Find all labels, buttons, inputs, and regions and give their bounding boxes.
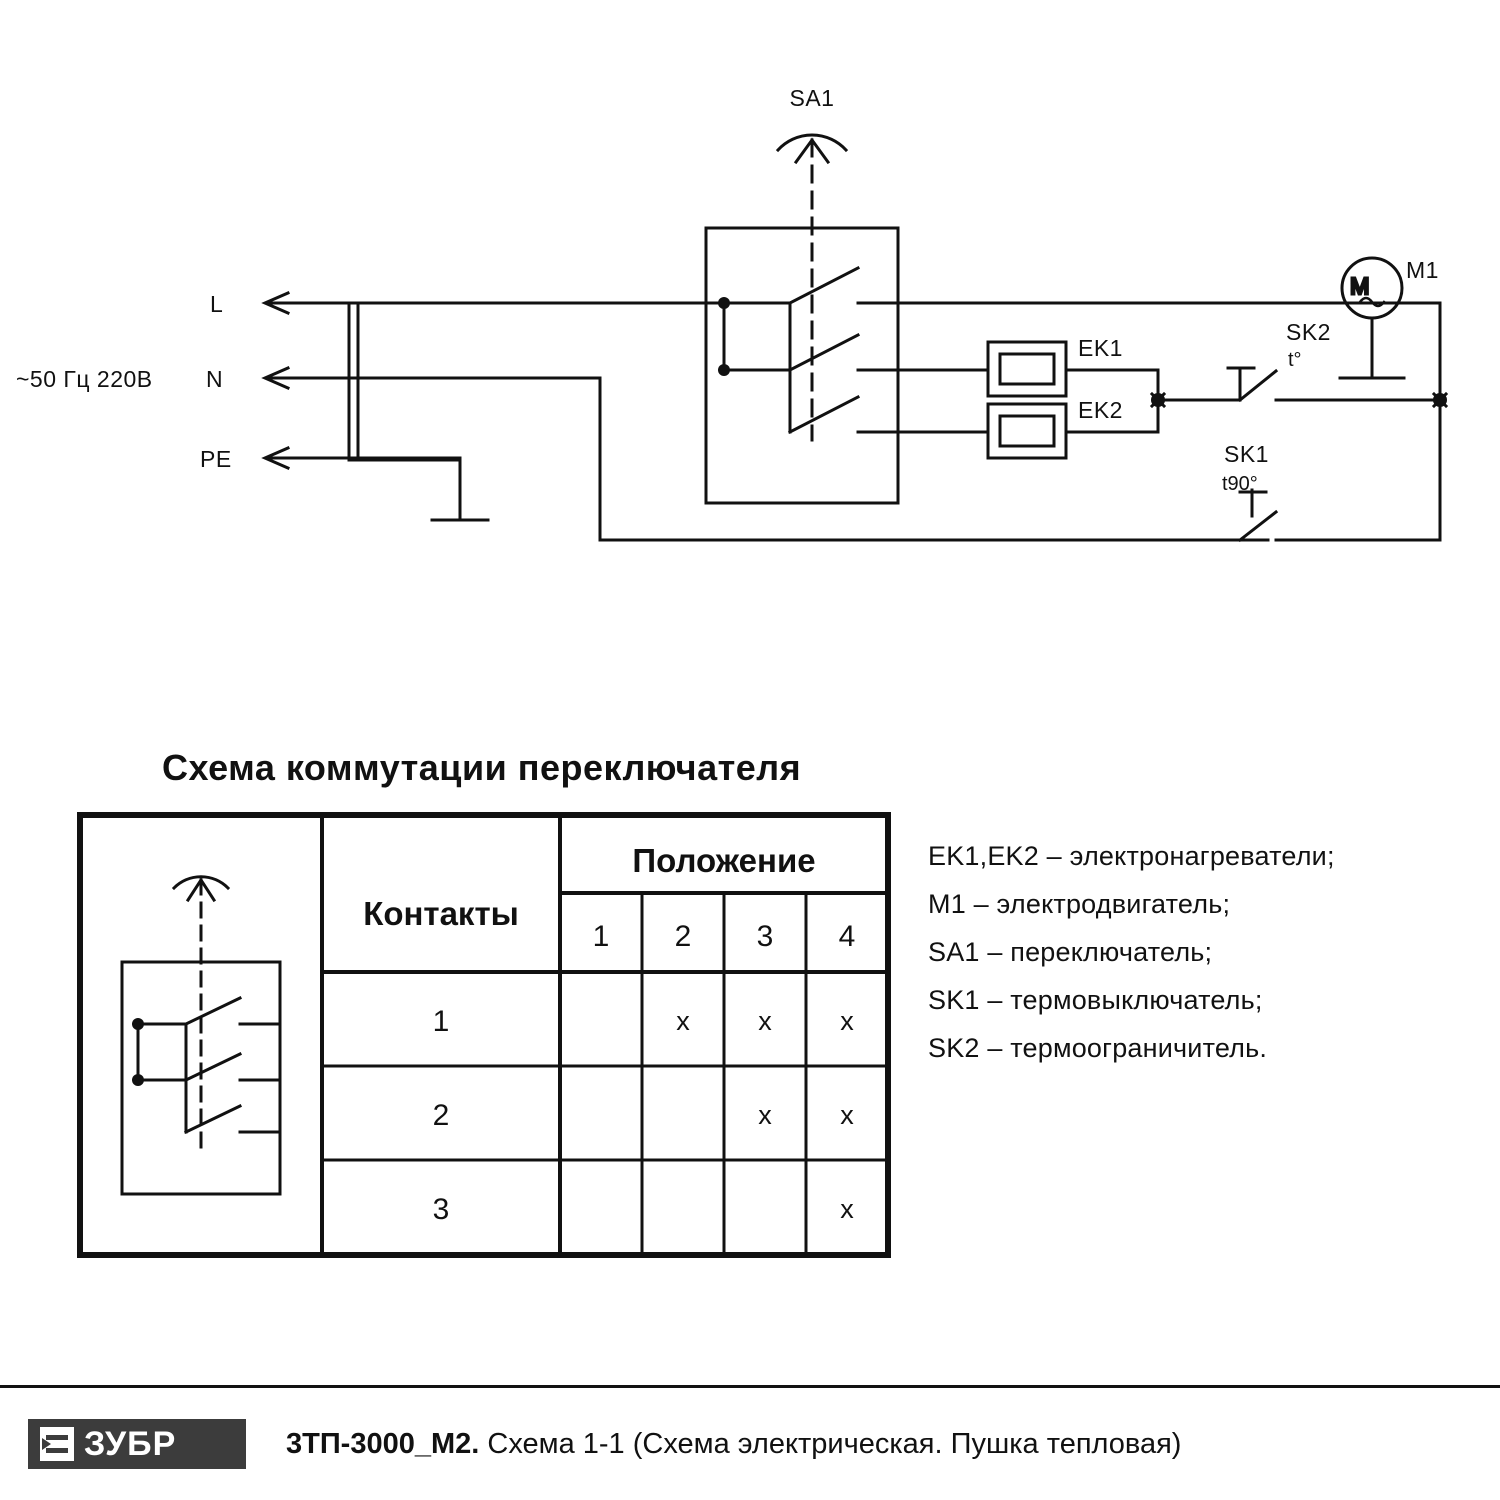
footer-model: 3ТП-3000_М2. [286,1427,480,1460]
label-sk2-temp: t° [1288,349,1302,371]
label-sa1: SA1 [789,85,835,111]
table-row-contact: 2 [432,1099,450,1132]
legend-item-ek: EK1,EK2 – электронагреватели; [928,841,1335,871]
label-supply: ~50 Гц 220В [16,366,153,392]
label-ek2: EK2 [1078,397,1123,423]
footer-description: Схема 1-1 (Схема электрическая. Пушка тепловая) [487,1427,1182,1460]
table-cell: x [676,1006,690,1036]
table-row-contact: 1 [432,1005,450,1038]
table-cell: x [840,1194,854,1224]
legend-item-sa1: SA1 – переключатель; [928,937,1213,967]
table-row-contact: 3 [432,1193,450,1226]
position-2: 2 [674,920,692,953]
table-cell: x [840,1006,854,1036]
table-cell: x [840,1100,854,1130]
brand-name: ЗУБР [84,1424,177,1463]
legend-item-sk2: SK2 – термоограничитель. [928,1033,1268,1063]
position-3: 3 [756,920,774,953]
position-1: 1 [592,920,610,953]
terminal-l: L [210,291,224,317]
footer-caption [286,1428,1181,1461]
label-sk1: SK1 [1224,441,1269,467]
terminal-n: N [206,366,224,392]
table-cell: x [758,1006,772,1036]
terminal-pe: PE [200,446,232,472]
label-ek1: EK1 [1078,335,1123,361]
brand-logo [28,1419,246,1469]
label-m1: M1 [1406,257,1439,283]
legend-item-sk1: SK1 – термовыключатель; [928,985,1263,1015]
position-4: 4 [838,920,856,953]
label-sk1-temp: t90° [1222,473,1258,495]
legend-item-m1: M1 – электродвигатель; [928,889,1231,919]
svg-text:M: M [1350,273,1370,299]
footer-bar [0,1385,1500,1500]
label-sk2: SK2 [1286,319,1331,345]
contacts-header: Контакты [363,895,519,932]
table-title: Схема коммутации переключателя [162,747,802,788]
zubr-mark-icon [40,1427,74,1461]
table-cell: x [758,1100,772,1130]
position-header: Положение [632,842,816,879]
